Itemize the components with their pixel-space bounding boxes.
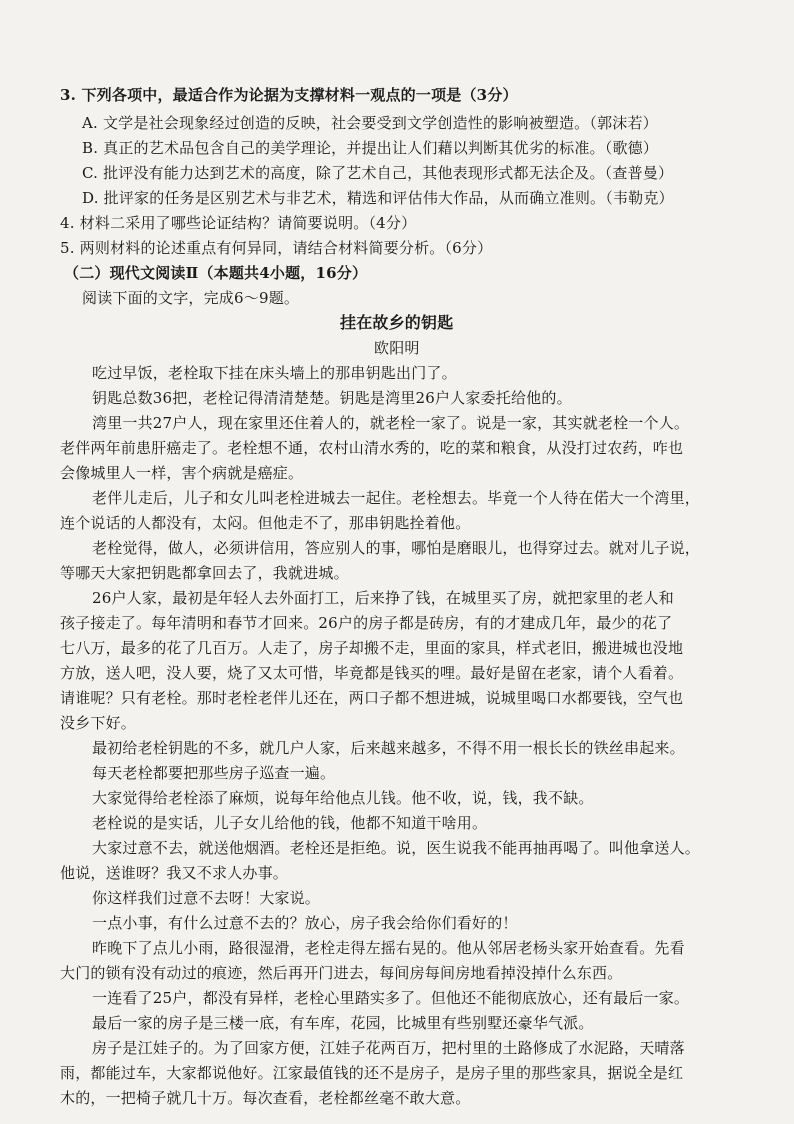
article-line: 老伴儿走后，儿子和女儿叫老栓进城去一起住。老栓想去。毕竟一个人待在偌大一个湾里， — [92, 489, 701, 507]
article-title: 挂在故乡的钥匙 — [340, 313, 454, 332]
article-line: 方放，送人吧，没人要，烧了又太可惜，毕竟都是钱买的哩。最好是留在老家，请个人看着。 — [60, 664, 684, 682]
article-line: 老栓觉得，做人，必须讲信用，答应别人的事，哪怕是磨眼儿，也得穿过去。就对儿子说， — [92, 539, 701, 557]
article-line: 最初给老栓钥匙的不多，就几户人家，后来越来越多，不得不用一根长长的铁丝串起来。 — [92, 739, 685, 757]
article-line: 连个说话的人都没有，太闷。但他走不了，那串钥匙拴着他。 — [60, 514, 471, 532]
article-line: 大家过意不去，就送他烟酒。老栓还是拒绝。说，医生说我不能再抽再喝了。叫他拿送人。 — [92, 839, 701, 857]
article-line: 湾里一共27户人，现在家里还住着人的，就老栓一家了。说是一家，其实就老栓一个人。 — [92, 414, 690, 432]
article-line: 昨晚下了点儿小雨，路很湿滑，老栓走得左摇右晃的。他从邻居老杨头家开始查看。先看 — [92, 939, 685, 957]
article-line: 大门的锁有没有动过的痕迹，然后再开门进去，每间房每间房地看掉没掉什么东西。 — [60, 964, 623, 982]
article-line: 七八万，最多的花了几百万。人走了，房子却搬不走，里面的家具，样式老旧，搬进城也没地 — [60, 639, 684, 657]
article-line: 老伴两年前患肝癌走了。老栓想不通，农村山清水秀的，吃的菜和粮食，从没打过农药，咋也 — [60, 439, 684, 457]
article-line: 孩子接走了。每年清明和春节才回来。26户的房子都是砖房，有的才建成几年，最少的花了 — [60, 614, 673, 632]
article-line: 等哪天大家把钥匙都拿回去了，我就进城。 — [60, 564, 349, 582]
article-line: 最后一家的房子是三楼一底，有车库，花园，比城里有些别墅还豪华气派。 — [92, 1014, 594, 1032]
article-line: 一点小事，有什么过意不去的？放心，房子我会给你们看好的！ — [92, 914, 518, 932]
section-instruction: 阅读下面的文字，完成6～9题。 — [82, 289, 300, 307]
article-line: 吃过早饭，老栓取下挂在床头墙上的那串钥匙出门了。 — [92, 364, 457, 382]
article-line: 他说，送谁呀？我又不求人办事。 — [60, 864, 289, 882]
article-line: 每天老栓都要把那些房子巡查一遍。 — [92, 764, 336, 782]
article-line: 雨，都能过车，大家都说他好。江家最值钱的还不是房子，是房子里的那些家具，据说全是红 — [60, 1064, 684, 1082]
article-line: 你这样我们过意不去呀！大家说。 — [92, 889, 321, 907]
question-5: 5. 两则材料的论述重点有何异同，请结合材料简要分析。（6分） — [60, 239, 493, 257]
question-3-option-c: C. 批评没有能力达到艺术的高度，除了艺术自己，其他表现形式都无法企及。（查普曼） — [82, 164, 674, 182]
article-line: 请谁呢？只有老栓。那时老栓老伴儿还在，两口子都不想进城，说城里喝口水都要钱，空气也 — [60, 689, 684, 707]
article-line: 钥匙总数36把，老栓记得清清楚楚。钥匙是湾里26户人家委托给他的。 — [92, 389, 572, 407]
article-line: 26户人家，最初是年轻人去外面打工，后来挣了钱，在城里买了房，就把家里的老人和 — [92, 589, 674, 607]
article-line: 老栓说的是实话，儿子女儿给他的钱，他都不知道干啥用。 — [92, 814, 488, 832]
question-3-option-d: D. 批评家的任务是区别艺术与非艺术，精选和评估伟大作品，从而确立准则。（韦勒克） — [82, 189, 674, 207]
article-line: 没乡下好。 — [60, 714, 137, 732]
question-3-option-a: A. 文学是社会现象经过创造的反映，社会要受到文学创造性的影响被塑造。（郭沫若） — [82, 114, 658, 132]
article-line: 房子是江娃子的。为了回家方便，江娃子花两百万，把村里的土路修成了水泥路，天晴落 — [92, 1039, 685, 1057]
question-3-stem: 3. 下列各项中，最适合作为论据为支撑材料一观点的一项是（3分） — [60, 86, 518, 104]
article-line: 一连看了25户，都没有异样，老栓心里踏实多了。但他还不能彻底放心，还有最后一家。 — [92, 989, 690, 1007]
article-line: 木的，一把椅子就几十万。每次查看，老栓都丝毫不敢大意。 — [60, 1089, 471, 1107]
article-line: 会像城里人一样，害个病就是癌症。 — [60, 464, 304, 482]
question-3-option-b: B. 真正的艺术品包含自己的美学理论，并提出让人们藉以判断其优劣的标准。（歌德） — [82, 139, 659, 157]
section-heading: （二）现代文阅读Ⅱ（本题共4小题，16分） — [64, 264, 368, 282]
question-4: 4. 材料二采用了哪些论证结构？请简要说明。（4分） — [60, 214, 417, 232]
article-line: 大家觉得给老栓添了麻烦，说每年给他点儿钱。他不收，说，钱，我不缺。 — [92, 789, 594, 807]
article-author: 欧阳明 — [374, 339, 420, 357]
